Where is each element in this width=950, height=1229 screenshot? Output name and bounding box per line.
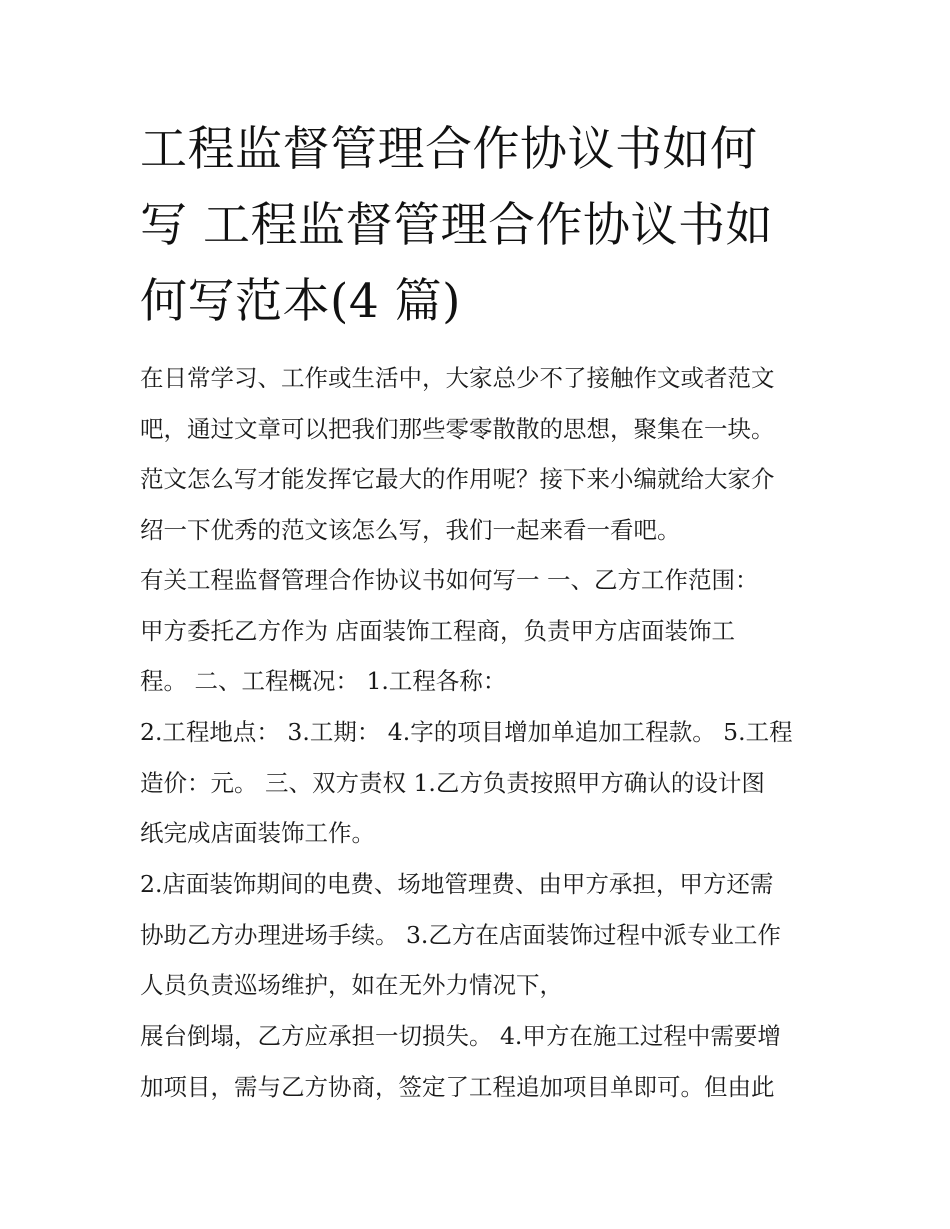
text-line: 加项目，需与乙方协商，签定了工程追加项目单即可。但由此 <box>140 1072 775 1101</box>
work-scope-paragraph <box>140 555 830 707</box>
text-line: 在日常学习、工作或生活中，大家总少不了接触作文或者范文 <box>140 364 775 392</box>
additional-items-paragraph <box>140 1011 830 1112</box>
text-line: 造价：元。 三、双方责权 1.乙方负责按照甲方确认的设计图 <box>140 768 765 797</box>
text-line: 展台倒塌，乙方应承担一切损失。 4.甲方在施工过程中需要增 <box>140 1022 781 1050</box>
text-line: 2.工程地点： 3.工期： 4.字的项目增加单追加工程款。 5.工程 <box>140 718 793 746</box>
text-line: 协助乙方办理进场手续。 3.乙方在店面装饰过程中派专业工作 <box>140 920 781 949</box>
text-line: 甲方委托乙方作为 店面装饰工程商，负责甲方店面装饰工 <box>140 616 735 645</box>
project-overview-paragraph <box>140 707 830 859</box>
text-line: 有关工程监督管理合作协议书如何写一 一、乙方工作范围： <box>140 566 759 594</box>
text-line: 绍一下优秀的范文该怎么写，我们一起来看一看吧。 <box>140 515 681 544</box>
document-title <box>140 112 820 340</box>
title-line: 何写范本(4 篇) <box>140 274 462 329</box>
text-line: 纸完成店面装饰工作。 <box>140 819 375 847</box>
text-line: 程。 二、工程概况： 1.工程各称： <box>140 667 507 695</box>
responsibilities-paragraph <box>140 859 830 1011</box>
title-line: 写 工程监督管理合作协议书如 <box>140 198 773 253</box>
text-line: 2.店面装饰期间的电费、场地管理费、由甲方承担，甲方还需 <box>140 870 774 898</box>
title-line: 工程监督管理合作协议书如何 <box>140 122 758 177</box>
intro-paragraph <box>140 353 830 555</box>
text-line: 吧，通过文章可以把我们那些零零散散的思想，聚集在一块。 <box>140 414 775 443</box>
text-line: 范文怎么写才能发挥它最大的作用呢？接下来小编就给大家介 <box>140 465 775 493</box>
text-line: 人员负责巡场维护，如在无外力情况下， <box>140 971 563 999</box>
